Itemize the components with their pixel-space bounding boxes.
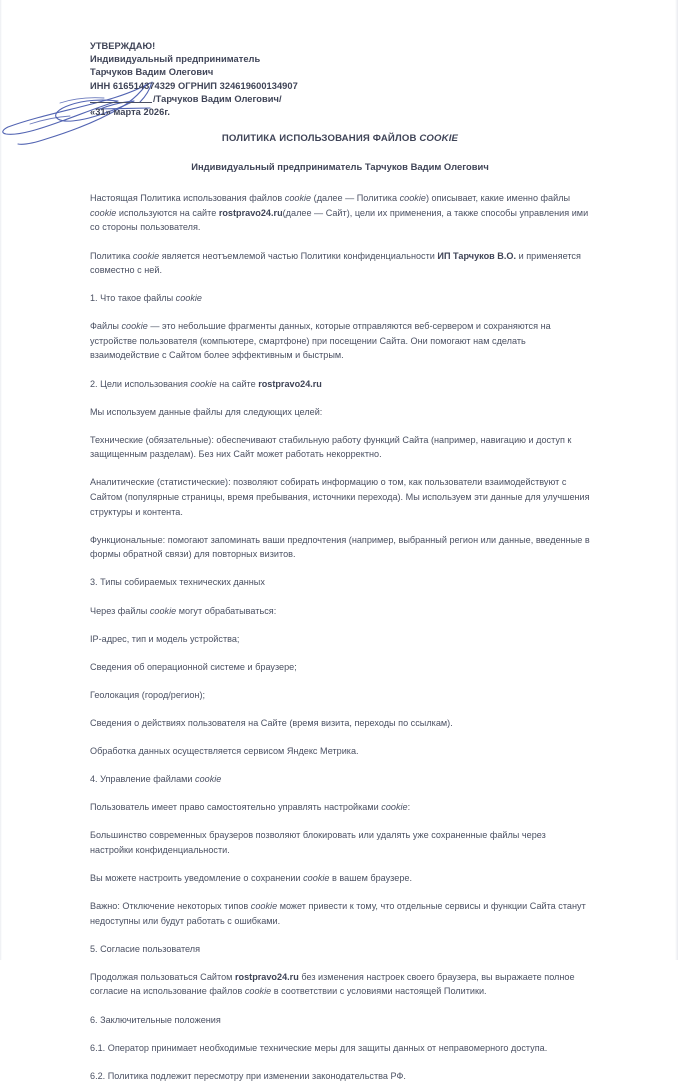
section-3-paragraph-1 bbox=[90, 604, 590, 619]
section-1-heading-prefix: 1. Что такое файлы bbox=[90, 293, 176, 304]
approval-line-signature-name bbox=[90, 93, 590, 106]
section-4-p1-a: Пользователь имеет право самостоятельно управлять настройками bbox=[90, 802, 382, 813]
section-3-item-geolocation: Геолокация (город/регион); bbox=[90, 689, 206, 700]
intro-p1-e: (далее — Сайт), цели их применения, а также способы управления ими со стороны пользователя. bbox=[90, 207, 589, 233]
approval-line-name: Тарчуков Вадим Олегович bbox=[90, 67, 214, 78]
section-6-clause-6-1: 6.1. Оператор принимает необходимые технические меры для защиты данных от неправомерного доступа. bbox=[90, 1042, 548, 1053]
intro-p2-ip: ИП Тарчуков В.О. bbox=[437, 250, 517, 261]
section-2-paragraph-1: Мы используем данные файлы для следующих целей: bbox=[90, 406, 323, 417]
section-4-p1-b: : bbox=[407, 802, 411, 813]
approval-line-inn-ogrnip: ИНН 616514374329 ОГРНИП 324619600134907 bbox=[90, 80, 298, 91]
intro-p1-d: используются на сайте bbox=[116, 207, 219, 218]
section-5-paragraph-1 bbox=[90, 970, 590, 999]
section-1-heading-italic: cookie bbox=[175, 293, 202, 304]
approval-line-date: «31» марта 2026г. bbox=[90, 107, 170, 118]
page-subtitle: Индивидуальный предприниматель Тарчуков Вадим Олегович bbox=[191, 161, 489, 173]
section-heading-4 bbox=[90, 772, 590, 787]
section-1-p1-a: Файлы bbox=[90, 321, 122, 332]
document-content bbox=[90, 40, 590, 1083]
section-1-p1-b: — это небольшие фрагменты данных, которые отправляются веб-сервером и сохраняются на устройстве пользователя (компьютере, смартфоне) при посещении Сайта. Они помогают нам сделать взаимодействие с Сайтом более эффективным и быстрым. bbox=[90, 321, 551, 361]
section-2-heading-prefix: 2. Цели использования bbox=[90, 378, 191, 389]
page-title bbox=[90, 133, 590, 144]
section-2-paragraph-4: Функциональные: помогают запоминать ваши предпочтения (например, выбранный регион или данные, введенные в формы обратной связи) для повторных визитов. bbox=[90, 534, 590, 560]
section-5-p1-a: Продолжая пользоваться Сайтом bbox=[90, 971, 235, 982]
section-2-heading-site: rostpravo24.ru bbox=[258, 378, 322, 389]
intro-p1-i1: cookie bbox=[284, 193, 312, 204]
section-heading-5: 5. Согласие пользователя bbox=[90, 943, 201, 954]
section-2-paragraph-3: Аналитические (статистические): позволяют собирать информацию о том, как пользователи взаимодействуют с Сайтом (популярные страницы, время пребывания, источники перехода). Мы используем эти данные для улучшения структуры и контента. bbox=[90, 477, 590, 517]
section-4-p4-a: Важно: Отключение некоторых типов bbox=[90, 901, 251, 912]
intro-paragraph-1 bbox=[90, 191, 590, 235]
section-1-paragraph-1 bbox=[90, 319, 590, 363]
intro-p1-site: rostpravo24.ru bbox=[218, 207, 283, 218]
page-title-cookie: COOKIE bbox=[419, 133, 459, 145]
section-3-item-user-actions: Сведения о действиях пользователя на Сайте (время визита, переходы по ссылкам). bbox=[90, 717, 453, 728]
intro-p2-a: Политика bbox=[90, 250, 133, 261]
document-body bbox=[90, 191, 590, 1083]
approval-signature-name-text: /Тарчуков Вадим Олегович/ bbox=[153, 93, 282, 104]
section-4-heading-prefix: 4. Управление файлами bbox=[90, 774, 196, 785]
section-heading-1 bbox=[90, 291, 590, 306]
section-2-paragraph-2: Технические (обязательные): обеспечивают стабильную работу функций Сайта (например, навигацию и доступ к защищенным разделам). Без них Сайт может работать некорректно. bbox=[90, 434, 572, 460]
section-4-p3-a: Вы можете настроить уведомление о сохранении bbox=[90, 872, 304, 883]
intro-p2-c: и применяется совместно с ней. bbox=[90, 250, 581, 276]
section-3-p1-a: Через файлы bbox=[90, 605, 150, 616]
section-5-p1-c: в соответствии с условиями настоящей Политики. bbox=[271, 986, 487, 997]
section-4-paragraph-1 bbox=[90, 800, 590, 815]
intro-p2-b: является неотъемлемой частью Политики конфиденциальности bbox=[159, 250, 438, 261]
section-5-p1-b: без изменения настроек своего браузера, вы выражаете полное согласие на использование файлов bbox=[90, 971, 575, 997]
section-2-heading-italic: cookie bbox=[190, 378, 217, 389]
section-4-paragraph-2: Большинство современных браузеров позволяют блокировать или удалять уже сохраненные файлы через настройки конфиденциальности. bbox=[90, 830, 546, 855]
section-4-paragraph-3 bbox=[90, 871, 590, 886]
section-4-heading-italic: cookie bbox=[195, 774, 222, 785]
approval-line-entrepreneur: Индивидуальный предприниматель bbox=[90, 54, 261, 65]
section-3-item-yandex-metrica: Обработка данных осуществляется сервисом Яндекс Метрика. bbox=[90, 745, 359, 756]
section-3-p1-i: cookie bbox=[149, 605, 177, 616]
section-4-p1-i: cookie bbox=[381, 802, 408, 813]
section-6-clause-6-2: 6.2. Политика подлежит пересмотру при изменении законодательства РФ. bbox=[90, 1070, 406, 1081]
section-3-p1-b: могут обрабатываться: bbox=[176, 605, 277, 616]
section-5-p1-i: cookie bbox=[244, 986, 272, 997]
intro-p1-i3: cookie bbox=[90, 207, 117, 218]
intro-p1-a: Настоящая Политика использования файлов bbox=[90, 193, 285, 204]
section-heading-2 bbox=[90, 377, 590, 392]
section-4-p3-i: cookie bbox=[303, 872, 330, 883]
section-2-heading-suffix: на сайте bbox=[216, 378, 259, 389]
intro-p1-c: ) описывает, какие именно файлы bbox=[425, 193, 571, 204]
section-3-item-os-browser: Сведения об операционной системе и браузере; bbox=[90, 661, 297, 672]
approval-block bbox=[90, 40, 590, 119]
section-heading-3: 3. Типы собираемых технических данных bbox=[90, 577, 265, 588]
signature-rule bbox=[90, 93, 152, 103]
page-title-prefix: ПОЛИТИКА ИСПОЛЬЗОВАНИЯ ФАЙЛОВ bbox=[221, 133, 420, 145]
section-5-p1-site: rostpravo24.ru bbox=[234, 971, 299, 982]
section-3-item-ip-address: IP-адрес, тип и модель устройства; bbox=[90, 633, 240, 644]
section-heading-6: 6. Заключительные положения bbox=[90, 1014, 221, 1025]
intro-p1-i2: cookie bbox=[399, 193, 426, 204]
section-1-p1-i: cookie bbox=[121, 321, 148, 332]
section-4-paragraph-important bbox=[90, 899, 590, 928]
approval-line-utverzhdayu: УТВЕРЖДАЮ! bbox=[90, 41, 156, 51]
section-4-p3-b: в вашем браузере. bbox=[329, 872, 413, 883]
intro-p2-i1: cookie bbox=[132, 250, 160, 261]
section-4-p4-i: cookie bbox=[250, 901, 278, 912]
section-4-p4-b: может привести к тому, что отдельные сервисы и функции Сайта станут недоступны или будут работать с ошибками. bbox=[90, 901, 586, 926]
intro-p1-b: (далее — Политика bbox=[311, 193, 400, 204]
intro-paragraph-2 bbox=[90, 249, 590, 278]
